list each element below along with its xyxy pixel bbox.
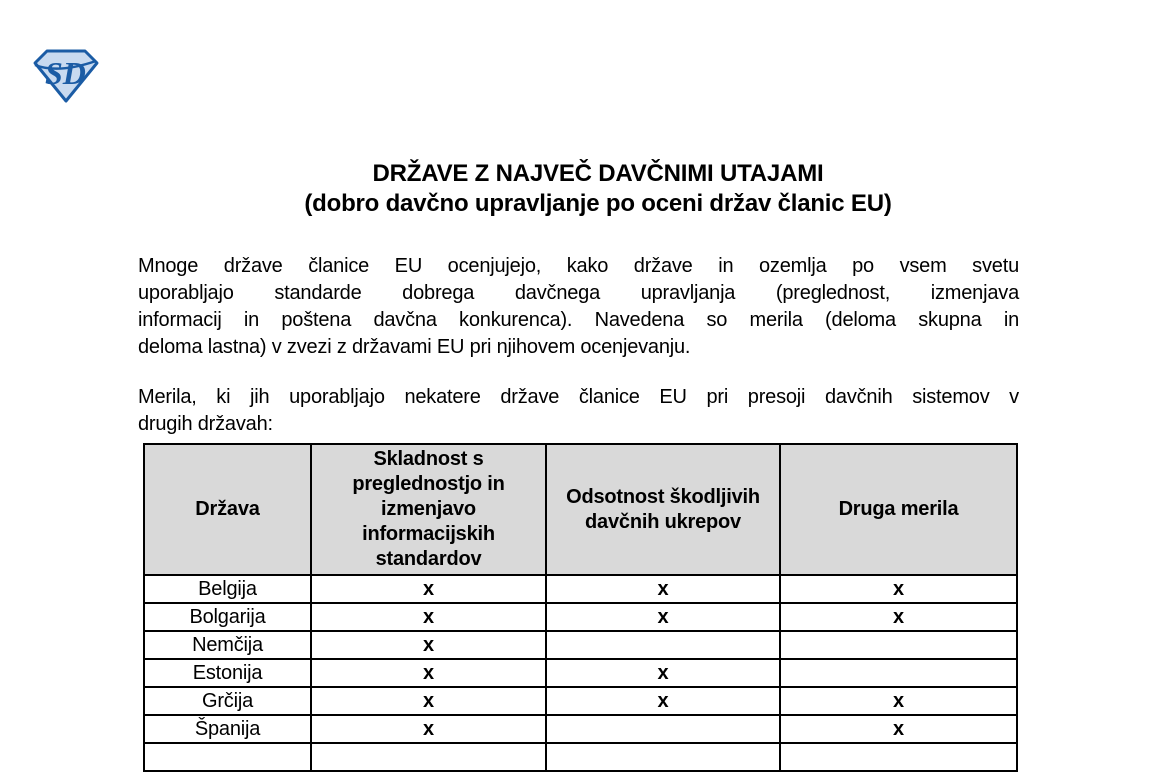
paragraph-line: Mnoge države članice EU ocenjujejo, kako države in ozemlja po vsem svetu (138, 255, 1019, 277)
mark-cell (546, 631, 780, 659)
table-row (144, 575, 1017, 603)
country-cell: Belgija (144, 575, 311, 603)
mark-cell: x (311, 631, 546, 659)
intro-paragraph (138, 253, 1019, 361)
country-cell: Nemčija (144, 631, 311, 659)
mark-cell: x (311, 687, 546, 715)
mark-cell: x (311, 715, 546, 743)
mark-cell: x (780, 603, 1017, 631)
paragraph-line: deloma lastna) v zvezi z državami EU pri njihovem ocenjevanju. (138, 336, 691, 358)
criteria-intro-paragraph (138, 384, 1019, 438)
table-row (144, 631, 1017, 659)
table-row-partial (144, 743, 1017, 771)
table-row (144, 603, 1017, 631)
mark-cell (546, 715, 780, 743)
title-line-2: (dobro davčno upravljanje po oceni držav članic EU) (304, 190, 892, 217)
mark-cell: x (311, 575, 546, 603)
column-header-harmful: Odsotnost škodljivih davčnih ukrepov (546, 444, 780, 575)
table-row (144, 687, 1017, 715)
mark-cell (780, 631, 1017, 659)
mark-cell (780, 659, 1017, 687)
country-cell: Španija (144, 715, 311, 743)
mark-cell: x (780, 715, 1017, 743)
table-header-row (144, 444, 1017, 575)
column-header-other: Druga merila (780, 444, 1017, 575)
mark-cell (311, 743, 546, 771)
paragraph-line: informacij in poštena davčna konkurenca). Navedena so merila (deloma skupna in (138, 309, 1019, 331)
mark-cell: x (546, 575, 780, 603)
document-title (138, 159, 1058, 219)
mark-cell: x (311, 659, 546, 687)
mark-cell: x (780, 687, 1017, 715)
mark-cell: x (546, 687, 780, 715)
mark-cell: x (546, 603, 780, 631)
title-line-1: DRŽAVE Z NAJVEČ DAVČNIMI UTAJAMI (372, 160, 824, 187)
mark-cell (780, 743, 1017, 771)
country-cell: Bolgarija (144, 603, 311, 631)
country-cell: Estonija (144, 659, 311, 687)
table-row (144, 659, 1017, 687)
country-cell (144, 743, 311, 771)
paragraph-line: uporabljajo standarde dobrega davčnega upravljanja (preglednost, izmenjava (138, 282, 1019, 304)
sd-logo-icon (32, 48, 100, 104)
sd-logo (32, 48, 100, 104)
column-header-country: Država (144, 444, 311, 575)
mark-cell: x (311, 603, 546, 631)
table-row (144, 715, 1017, 743)
paragraph-line: Merila, ki jih uporabljajo nekatere države članice EU pri presoji davčnih sistemov v (138, 386, 1019, 408)
country-cell: Grčija (144, 687, 311, 715)
paragraph-line: drugih državah: (138, 413, 273, 435)
mark-cell: x (780, 575, 1017, 603)
criteria-table (143, 443, 1018, 772)
sd-logo-letters: SD (45, 55, 86, 91)
column-header-transparency: Skladnost s preglednostjo in izmenjavo informacijskih standardov (311, 444, 546, 575)
mark-cell: x (546, 659, 780, 687)
mark-cell (546, 743, 780, 771)
